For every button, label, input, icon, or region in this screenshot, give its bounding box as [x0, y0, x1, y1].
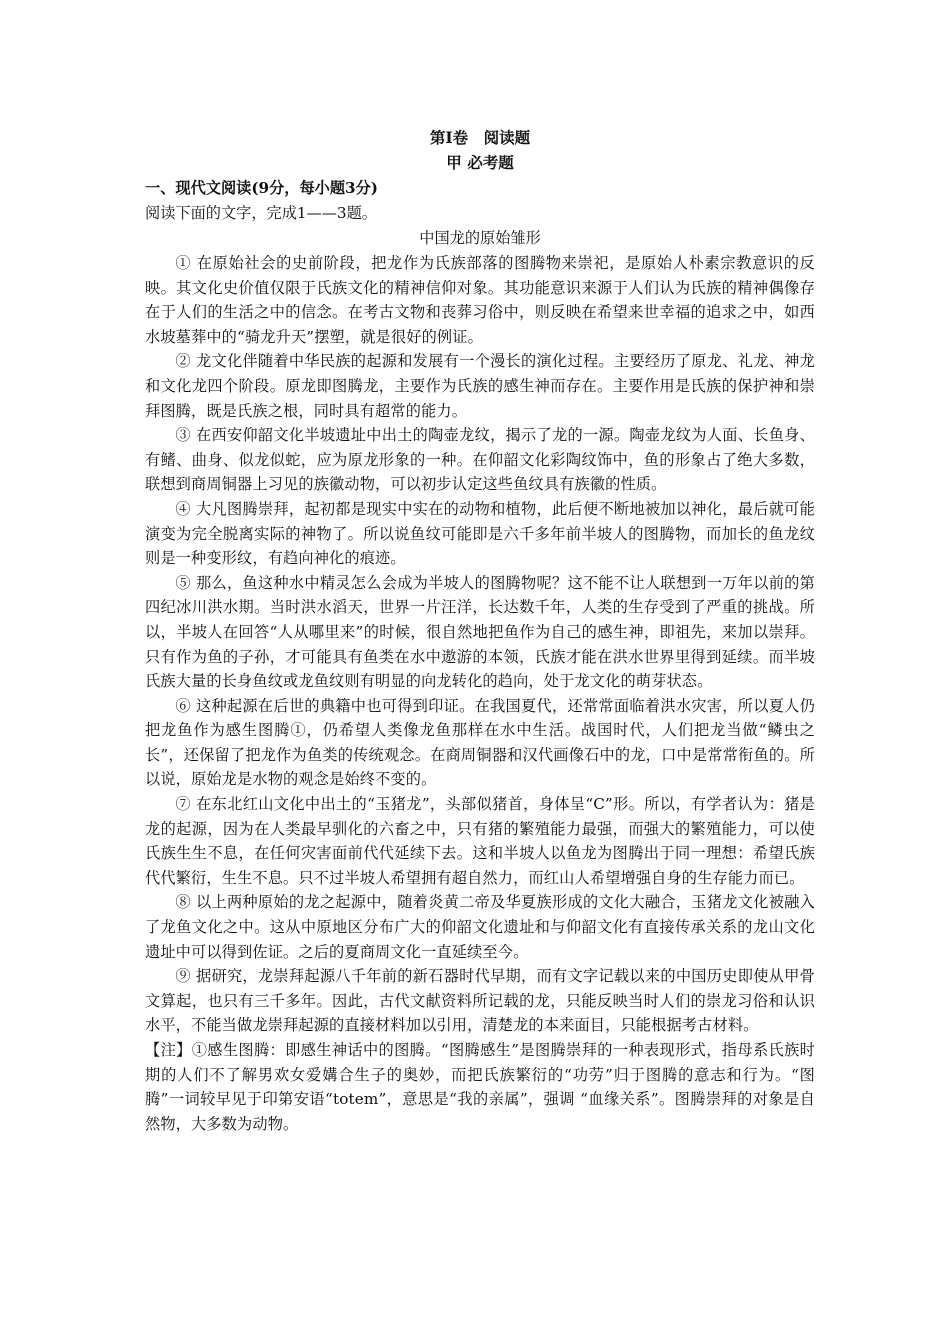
article-title: 中国龙的原始雏形: [419, 229, 541, 247]
article-paragraph-2: ② 龙文化伴随着中华民族的起源和发展有一个漫长的演化过程。主要经历了原龙、礼龙、神龙和文化龙四个阶段。原龙即图腾龙，主要作为氏族的感生神而存在。主要作用是氏族的保护神和崇拜图腾，既是氏族之根，同时具有超常的能力。: [145, 352, 815, 420]
article-paragraph-6: ⑥ 这种起源在后世的典籍中也可得到印证。在我国夏代，还常常面临着洪水灾害，所以夏人仍把龙鱼作为感生图腾①，仍希望人类像龙鱼那样在水中生活。战国时代，人们把龙当做“鳞虫之长”，还保留了把龙作为鱼类的传统观念。在商周铜器和汉代画像石中的龙，口中是常常衔鱼的。所以说，原始龙是水物的观念是始终不变的。: [145, 696, 815, 789]
article-paragraph-4: ④ 大凡图腾崇拜，起初都是现实中实在的动物和植物，此后便不断地被加以神化，最后就可能演变为完全脱离实际的神物了。所以说鱼纹可能即是六千多年前半坡人的图腾物，而加长的鱼龙纹则是一种变形纹，有趋向神化的痕迹。: [145, 499, 815, 568]
article-paragraph-9: ⑨ 据研究，龙崇拜起源八千年前的新石器时代早期，而有文字记载以来的中国历史即使从甲骨文算起，也只有三千多年。因此，古代文献资料所记载的龙，只能反映当时人们的崇龙习俗和认识水平，不能当做龙崇拜起源的直接材料加以引用，清楚龙的本来面目，只能根据考古材料。: [145, 967, 815, 1035]
section-heading: 一、现代文阅读(9分，每小题3分): [145, 179, 378, 197]
article-paragraph-8: ⑧ 以上两种原始的龙之起源中，随着炎黄二帝及华夏族形成的文化大融合，玉猪龙文化被融入了龙鱼文化之中。这从中原地区分布广大的仰韶文化遗址和与仰韶文化有直接传承关系的龙山文化遗址中可以得到佐证。之后的夏商周文化一直延续至今。: [145, 893, 815, 961]
article-paragraph-1: ① 在原始社会的史前阶段，把龙作为氏族部落的图腾物来崇祀，是原始人朴素宗教意识的反映。其文化史价值仅限于氏族文化的精神信仰对象。其功能意识来源于人们认为氏族的精神偶像存在于人们的生活之中的信念。在考古文物和丧葬习俗中，则反映在希望来世幸福的追求之中，如西水坡墓葬中的“骑龙升天”摆塑，就是很好的例证。: [145, 254, 815, 346]
exam-page: [145, 122, 815, 1136]
section-instruction: 阅读下面的文字，完成1——3题。: [145, 204, 377, 222]
article-paragraph-5: ⑤ 那么，鱼这种水中精灵怎么会成为半坡人的图腾物呢？这不能不让人联想到一万年以前的第四纪冰川洪水期。当时洪水滔天，世界一片汪洋，长达数千年，人类的生存受到了严重的挑战。所以，半坡人在回答“人从哪里来”的时候，很自然地把鱼作为自己的感生神，即祖先，来加以崇拜。只有作为鱼的子孙，才可能具有鱼类在水中遨游的本领，氏族才能在洪水世界里得到延续。而半坡氏族大量的长身鱼纹或龙鱼纹则有明显的向龙转化的趋向，处于龙文化的萌芽状态。: [145, 573, 815, 691]
footnote: 【注】①感生图腾：即感生神话中的图腾。“图腾感生”是图腾崇拜的一种表现形式，指母系氏族时期的人们不了解男欢女爱媾合生子的奥妙，而把氏族繁衍的“功劳”归于图腾的意志和行为。“图腾”一词较早见于印第安语“totem”，意思是“我的亲属”，强调 “血缘关系”。图腾崇拜的对象是自然物，大多数为动物。: [145, 1041, 815, 1133]
article-paragraph-3: ③ 在西安仰韶文化半坡遗址中出土的陶壶龙纹，揭示了龙的一源。陶壶龙纹为人面、长鱼身、有鳍、曲身、似龙似蛇，应为原龙形象的一种。在仰韶文化彩陶纹饰中，鱼的形象占了绝大多数，联想到商周铜器上习见的族徽动物，可以初步认定这些鱼纹具有族徽的性质。: [145, 426, 815, 494]
part-title: 甲 必考题: [446, 153, 514, 172]
article-paragraph-7: ⑦ 在东北红山文化中出土的“玉猪龙”，头部似猪首，身体呈“C”形。所以，有学者认为：猪是龙的起源，因为在人类最早驯化的六畜之中，只有猪的繁殖能力最强，而强大的繁殖能力，可以使氏族生生不息，在任何灾害面前代代延续下去。这和半坡人以鱼龙为图腾出于同一理想：希望氏族代代繁衍，生生不息。只不过半坡人希望拥有超自然力，而红山人希望增强自身的生存能力而已。: [145, 795, 815, 887]
volume-title: 第Ⅰ卷 阅读题: [429, 128, 531, 147]
